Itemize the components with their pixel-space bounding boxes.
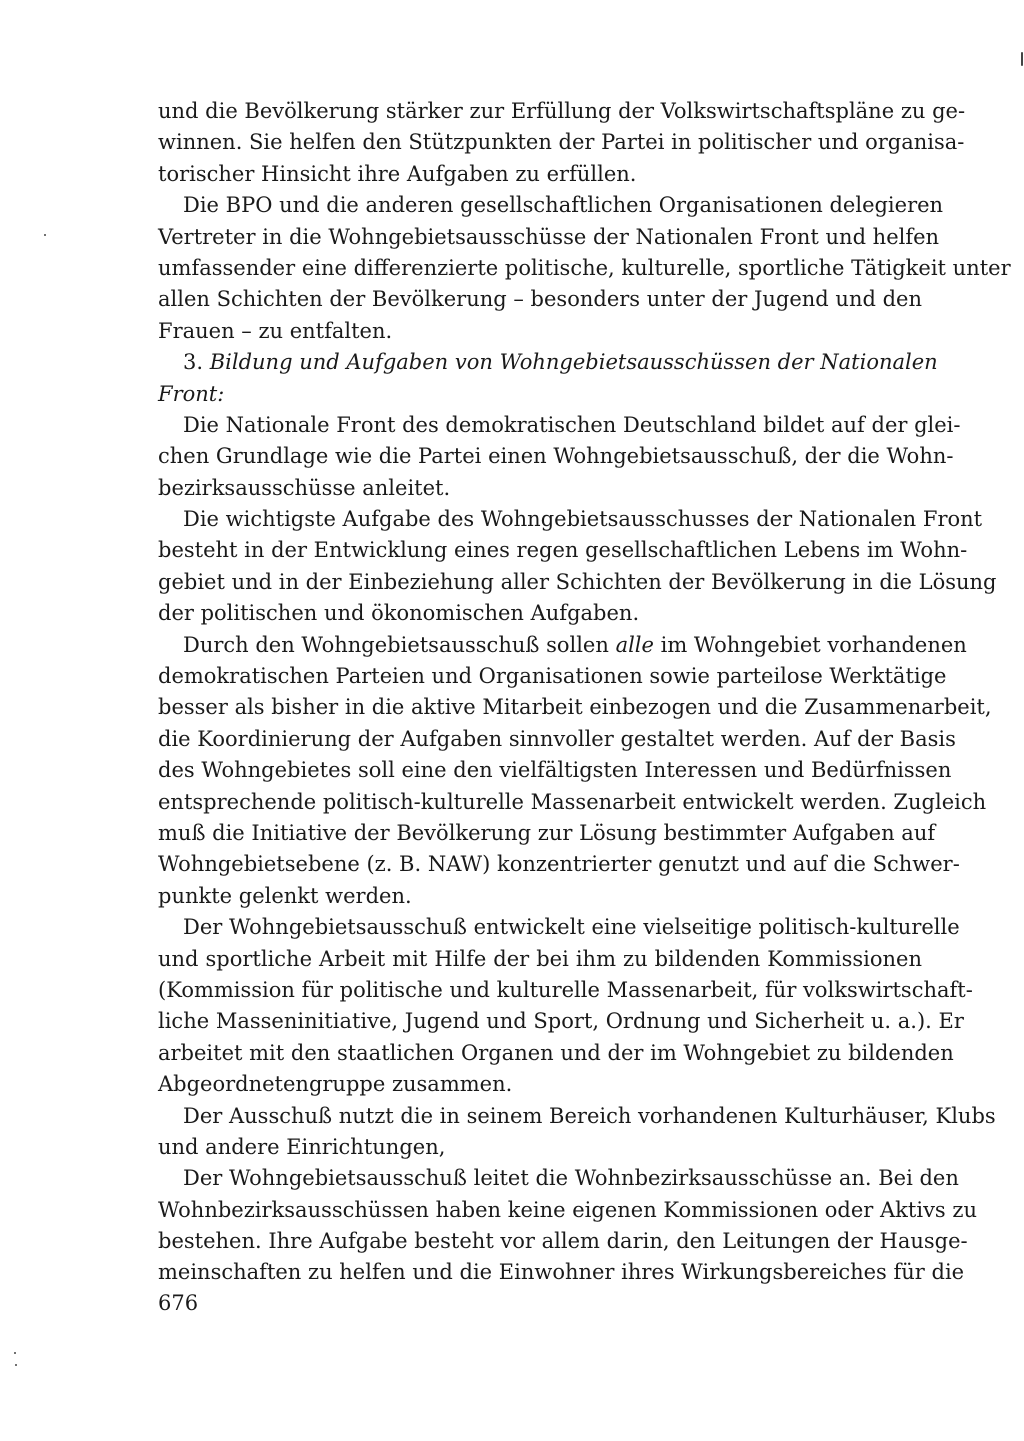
text-line bbox=[158, 755, 952, 786]
text-line bbox=[158, 630, 967, 661]
text-line bbox=[158, 410, 961, 441]
line-text: besteht in der Entwicklung eines regen gesellschaftlichen Lebens im Wohn- bbox=[158, 538, 968, 563]
text-line bbox=[158, 222, 940, 253]
line-text: meinschaften zu helfen und die Einwohner ihres Wirkungsbereiches für die bbox=[158, 1260, 965, 1285]
line-text: liche Masseninitiative, Jugend und Sport, Ordnung und Sicherheit u. a.). Er bbox=[158, 1009, 964, 1034]
line-text: Der Wohngebietsausschuß entwickelt eine vielseitige politisch-kulturelle bbox=[183, 915, 960, 940]
text-line bbox=[158, 284, 922, 315]
line-text: besser als bisher in die aktive Mitarbeit einbezogen und die Zusammenarbeit, bbox=[158, 695, 992, 720]
italic-text: alle bbox=[615, 632, 654, 657]
line-text: punkte gelenkt werden. bbox=[158, 883, 412, 908]
line-text: umfassender eine differenzierte politische, kulturelle, sportliche Tätigkeit unter bbox=[158, 255, 1011, 280]
line-text: die Koordinierung der Aufgaben sinnvoller gestaltet werden. Auf der Basis bbox=[158, 726, 956, 751]
text-line bbox=[158, 1069, 922, 1100]
scan-speck bbox=[44, 234, 46, 236]
text-line bbox=[158, 253, 1011, 284]
line-text: und sportliche Arbeit mit Hilfe der bei ihm zu bildenden Kommissionen bbox=[158, 946, 922, 971]
text-line bbox=[158, 1132, 922, 1163]
text-line bbox=[158, 473, 922, 504]
text-line bbox=[158, 975, 973, 1006]
text-line bbox=[158, 159, 922, 190]
italic-text: Bildung und Aufgaben von Wohngebietsausschüssen der Nationalen bbox=[209, 350, 938, 375]
text-line bbox=[158, 724, 956, 755]
text-line bbox=[158, 598, 922, 629]
text-line bbox=[158, 944, 922, 975]
text-line bbox=[158, 190, 944, 221]
text-line bbox=[158, 347, 938, 378]
line-text: allen Schichten der Bevölkerung – besonders unter der Jugend und den bbox=[158, 287, 922, 312]
line-text: demokratischen Parteien und Organisationen sowie parteilose Werktätige bbox=[158, 664, 947, 689]
line-text: der politischen und ökonomischen Aufgaben. bbox=[158, 601, 640, 626]
text-line bbox=[158, 912, 960, 943]
line-text: gebiet und in der Einbeziehung aller Schichten der Bevölkerung in die Lösung bbox=[158, 569, 997, 594]
scan-speck bbox=[15, 1364, 17, 1366]
line-text: Vertreter in die Wohngebietsausschüsse der Nationalen Front und helfen bbox=[158, 224, 940, 249]
text-line bbox=[158, 849, 960, 880]
italic-text: Front: bbox=[158, 381, 225, 406]
line-text: chen Grundlage wie die Partei einen Wohngebietsausschuß, der die Wohn- bbox=[158, 444, 954, 469]
page-number: 676 bbox=[158, 1291, 199, 1315]
scan-speck bbox=[1021, 52, 1023, 66]
text-line bbox=[158, 1101, 996, 1132]
line-text: (Kommission für politische und kulturelle Massenarbeit, für volkswirtschaft- bbox=[158, 977, 973, 1002]
line-text: Frauen – zu entfalten. bbox=[158, 318, 393, 343]
line-text: Wohnbezirksausschüssen haben keine eigenen Kommissionen oder Aktivs zu bbox=[158, 1197, 977, 1222]
text-line bbox=[158, 1006, 964, 1037]
text-line bbox=[158, 96, 966, 127]
text-line bbox=[158, 1257, 965, 1288]
text-line bbox=[158, 787, 987, 818]
text-line bbox=[158, 818, 936, 849]
text-line bbox=[158, 127, 965, 158]
line-text: Abgeordnetengruppe zusammen. bbox=[158, 1072, 513, 1097]
line-text: des Wohngebietes soll eine den vielfältigsten Interessen und Bedürfnissen bbox=[158, 758, 952, 783]
text-line bbox=[158, 661, 947, 692]
line-text: Der Wohngebietsausschuß leitet die Wohnbezirksausschüsse an. Bei den bbox=[183, 1166, 959, 1191]
body-text bbox=[158, 96, 1011, 1289]
line-text: im Wohngebiet vorhandenen bbox=[653, 632, 967, 657]
text-line bbox=[158, 504, 983, 535]
line-text: Der Ausschuß nutzt die in seinem Bereich vorhandenen Kulturhäuser, Klubs bbox=[183, 1103, 996, 1128]
text-line bbox=[158, 1226, 968, 1257]
text-line bbox=[158, 379, 922, 410]
text-line bbox=[158, 1195, 977, 1226]
line-text: und die Bevölkerung stärker zur Erfüllung der Volkswirtschaftspläne zu ge- bbox=[158, 99, 966, 123]
line-text: bestehen. Ihre Aufgabe besteht vor allem darin, den Leitungen der Hausge- bbox=[158, 1229, 968, 1254]
text-line bbox=[158, 441, 954, 472]
text-line bbox=[158, 1038, 954, 1069]
line-text: Durch den Wohngebietsausschuß sollen bbox=[183, 632, 616, 657]
line-text: entsprechende politisch-kulturelle Massenarbeit entwickelt werden. Zugleich bbox=[158, 789, 987, 814]
line-text: Die wichtigste Aufgabe des Wohngebietsausschusses der Nationalen Front bbox=[183, 507, 983, 532]
line-text: 3. bbox=[183, 350, 210, 375]
line-text: torischer Hinsicht ihre Aufgaben zu erfüllen. bbox=[158, 161, 637, 186]
line-text: und andere Einrichtungen, bbox=[158, 1134, 446, 1159]
line-text: muß die Initiative der Bevölkerung zur Lösung bestimmter Aufgaben auf bbox=[158, 820, 936, 845]
text-line bbox=[158, 316, 922, 347]
text-line bbox=[158, 1163, 959, 1194]
line-text: Wohngebietsebene (z. B. NAW) konzentrierter genutzt und auf die Schwer- bbox=[158, 852, 960, 877]
text-line bbox=[158, 881, 922, 912]
line-text: Die BPO und die anderen gesellschaftlichen Organisationen delegieren bbox=[183, 193, 944, 218]
line-text: arbeitet mit den staatlichen Organen und der im Wohngebiet zu bildenden bbox=[158, 1040, 954, 1065]
text-line bbox=[158, 535, 968, 566]
line-text: winnen. Sie helfen den Stützpunkten der Partei in politischer und organisa- bbox=[158, 130, 965, 155]
line-text: bezirksausschüsse anleitet. bbox=[158, 475, 451, 500]
text-line bbox=[158, 567, 997, 598]
text-line bbox=[158, 692, 992, 723]
scan-speck bbox=[14, 1352, 16, 1354]
line-text: Die Nationale Front des demokratischen Deutschland bildet auf der glei- bbox=[183, 412, 961, 437]
